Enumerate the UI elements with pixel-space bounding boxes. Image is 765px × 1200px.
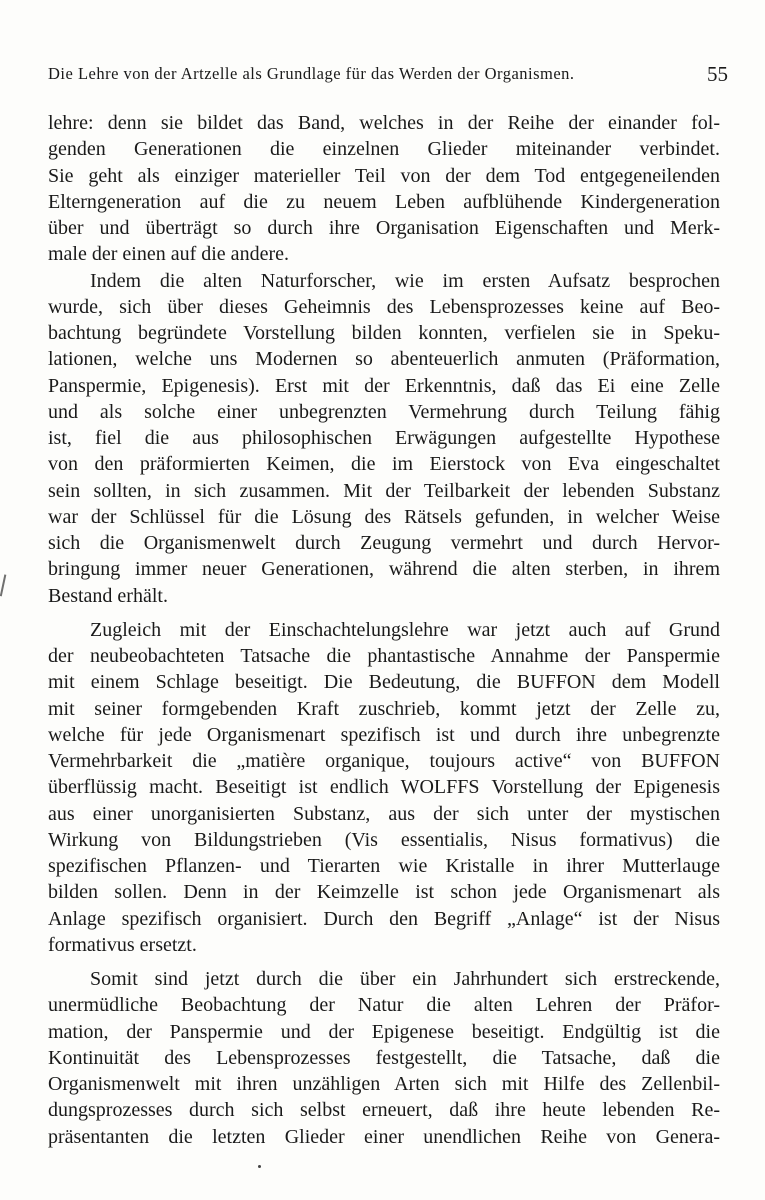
running-head — [48, 62, 728, 92]
text-line: mit seiner formgebenden Kraft zuschrieb, kommt jetzt der Zelle zu, — [48, 697, 720, 720]
text-line: lehre: denn sie bildet das Band, welches in der Reihe der einander fol- — [48, 112, 720, 134]
text-line: ist, fiel die aus philosophischen Erwägungen aufgestellte Hypothese — [48, 427, 720, 449]
text-line: war der Schlüssel für die Lösung des Rätsels gefunden, in welcher Weise — [48, 505, 720, 528]
text-line: Organismenwelt mit ihren unzähligen Arten sich mit Hilfe des Zellenbil- — [48, 1073, 720, 1095]
text-line: sein sollten, in sich zusammen. Mit der Teilbarkeit der lebenden Substanz — [48, 479, 720, 502]
text-line: von den präformierten Keimen, die im Eierstock von Eva eingeschaltet — [48, 453, 720, 476]
text-line: der neubeobachteten Tatsache die phantastische Annahme der Panspermie — [48, 645, 720, 667]
text-line: Vermehrbarkeit die „matière organique, toujours active“ von BUFFON — [48, 750, 720, 772]
text-line: Wirkung von Bildungstrieben (Vis essentialis, Nisus formativus) die — [48, 828, 720, 851]
text-line: überflüssig macht. Beseitigt ist endlich WOLFFS Vorstellung der Epigenesis — [48, 776, 720, 799]
paragraph-4 — [48, 966, 720, 1150]
text-line: spezifischen Pflanzen- und Tierarten wie Kristalle in ihrer Mutterlauge — [48, 855, 720, 877]
text-line: dungsprozesses durch sich selbst erneuert, daß ihre heute lebenden Re- — [48, 1099, 720, 1122]
text-line: Panspermie, Epigenesis). Erst mit der Erkenntnis, daß das Ei eine Zelle — [48, 374, 720, 397]
paragraph-2 — [48, 268, 720, 609]
text-line: welche für jede Organismenart spezifisch ist und durch ihre unbegrenzte — [48, 723, 720, 746]
text-line: Bestand erhält. — [48, 584, 168, 607]
text-line: mation, der Panspermie und der Epigenese beseitigt. Endgültig ist die — [48, 1020, 720, 1043]
text-line: Zugleich mit der Einschachtelungslehre war jetzt auch auf Grund — [90, 618, 720, 641]
margin-speck — [0, 574, 12, 597]
text-line: formativus ersetzt. — [48, 933, 197, 956]
page-number: 55 — [707, 62, 728, 86]
text-line: sich die Organismenwelt durch Zeugung vermehrt und durch Hervor- — [48, 532, 720, 554]
body-text — [48, 110, 720, 1150]
text-line: und als solche einer unbegrenzten Vermehrung durch Teilung fähig — [48, 400, 720, 423]
text-line: bachtung begründete Vorstellung bilden konnten, verfielen sie in Speku- — [48, 322, 720, 344]
print-speck — [258, 1165, 261, 1168]
paragraph-gap — [48, 958, 720, 966]
paragraph-1 — [48, 110, 720, 268]
text-line: Kontinuität des Lebensprozesses festgestellt, die Tatsache, daß die — [48, 1046, 720, 1069]
text-line: Sie geht als einziger materieller Teil von der dem Tod entgegeneilenden — [48, 164, 720, 187]
text-line: über und überträgt so durch ihre Organisation Eigenschaften und Merk- — [48, 217, 720, 239]
text-line: unermüdliche Beobachtung der Natur die alten Lehren der Präfor- — [48, 994, 720, 1017]
text-line: mit einem Schlage beseitigt. Die Bedeutung, die BUFFON dem Modell — [48, 671, 720, 694]
text-line: male der einen auf die andere. — [48, 243, 289, 266]
text-line: Anlage spezifisch organisiert. Durch den Begriff „Anlage“ ist der Nisus — [48, 907, 720, 930]
running-title: Die Lehre von der Artzelle als Grundlage für das Werden der Organismen. — [48, 64, 575, 83]
text-line: wurde, sich über dieses Geheimnis des Lebensprozesses keine auf Beo- — [48, 295, 720, 318]
text-line: Indem die alten Naturforscher, wie im ersten Aufsatz besprochen — [90, 269, 720, 292]
text-line: genden Generationen die einzelnen Glieder miteinander verbindet. — [48, 138, 720, 161]
text-line: bilden sollen. Denn in der Keimzelle ist schon jede Organismenart als — [48, 881, 720, 904]
text-line: bringung immer neuer Generationen, während die alten sterben, in ihrem — [48, 558, 720, 581]
text-line: Elterngeneration auf die zu neuem Leben aufblühende Kindergeneration — [48, 190, 720, 213]
text-line: lationen, welche uns Modernen so abenteuerlich anmuten (Präformation, — [48, 348, 720, 371]
text-line: präsentanten die letzten Glieder einer unendlichen Reihe von Genera- — [48, 1125, 720, 1148]
text-line: Somit sind jetzt durch die über ein Jahrhundert sich erstreckende, — [90, 968, 720, 990]
text-line: aus einer unorganisierten Substanz, aus der sich unter der mystischen — [48, 802, 720, 825]
paragraph-3 — [48, 617, 720, 958]
paragraph-gap — [48, 609, 720, 617]
